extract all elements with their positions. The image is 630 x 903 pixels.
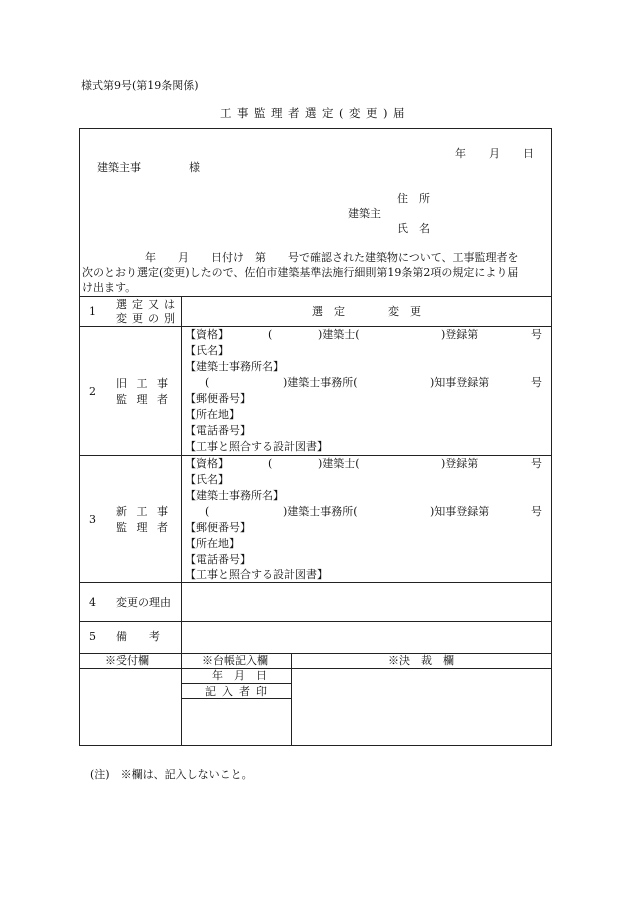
reception-divider: [181, 653, 182, 745]
ledger-column-header: ※台帳記入欄: [202, 654, 268, 667]
section-3-label-a: 新工事: [116, 505, 168, 518]
date-month: 月: [489, 147, 500, 160]
section-1-label-a: 選定又は: [116, 298, 175, 311]
body-text-line1: 年 月 日付け 第 号で確認された建築物について、工事監理者を: [145, 251, 519, 264]
section-4-label: 変更の理由: [116, 596, 171, 609]
registration-go: 号: [531, 328, 542, 341]
postal-code-label: 【郵便番号】: [185, 392, 251, 405]
phone-label: 【電話番号】: [185, 553, 251, 566]
architect-class: )建築士(: [318, 457, 360, 470]
reception-column-header: ※受付欄: [105, 654, 149, 667]
office-type: )建築士事務所(: [283, 505, 358, 518]
ledger-divider: [291, 653, 292, 745]
body-text-line2: 次のとおり選定(変更)したので、佐伯市建築基準法施行細則第19条第2項の規定により届: [82, 266, 519, 279]
addressee-title: 建築主事: [97, 161, 141, 174]
option-change: 変 更: [388, 305, 421, 318]
address-label: 住 所: [397, 192, 430, 205]
date-day: 日: [523, 147, 534, 160]
office-type: )建築士事務所(: [283, 376, 358, 389]
section-4-number: 4: [89, 596, 96, 609]
name-field-label: 【氏名】: [185, 344, 229, 357]
section-1-label-b: 変更の別: [116, 312, 175, 325]
row-divider-4: [79, 582, 552, 583]
section-5-label: 備 考: [116, 630, 160, 643]
section-2-label-a: 旧工事: [116, 377, 168, 390]
name-field-label: 【氏名】: [185, 473, 229, 486]
registration-number: )登録第: [441, 328, 479, 341]
row-divider-7: [79, 668, 552, 669]
postal-code-label: 【郵便番号】: [185, 521, 251, 534]
ledger-date: 年 月 日: [212, 669, 267, 682]
registration-number: )登録第: [441, 457, 479, 470]
registration-go: 号: [531, 457, 542, 470]
decision-column-header: ※決 裁 欄: [388, 654, 454, 667]
name-label: 氏 名: [397, 222, 430, 235]
frame-top: [79, 128, 552, 129]
section-2-label-b: 監理者: [116, 393, 168, 406]
section-3-label-b: 監理者: [116, 521, 168, 534]
section-1-number: 1: [89, 305, 96, 318]
drawings-label: 【工事と照合する設計図書】: [185, 568, 328, 581]
section-5-number: 5: [89, 630, 96, 643]
phone-label: 【電話番号】: [185, 424, 251, 437]
governor-registration: )知事登録第: [430, 376, 490, 389]
office-paren: (: [205, 505, 210, 518]
governor-registration-go: 号: [531, 505, 542, 518]
form-number: 様式第9号(第19条関係): [81, 79, 199, 92]
row-divider-3: [79, 455, 552, 456]
owner-label: 建築主: [348, 207, 381, 220]
qualification-label: 【資格】: [185, 328, 229, 341]
location-label: 【所在地】: [185, 537, 240, 550]
option-select: 選 定: [312, 305, 345, 318]
date-year: 年: [455, 147, 466, 160]
footer-note: (注) ※欄は、記入しないこと。: [90, 768, 253, 781]
location-label: 【所在地】: [185, 408, 240, 421]
qualification-paren: (: [268, 328, 273, 341]
governor-registration-go: 号: [531, 376, 542, 389]
row-divider-5: [79, 621, 552, 622]
document-title: 工事監理者選定(変更)届: [220, 106, 410, 120]
row-divider-6: [79, 653, 552, 654]
section-2-number: 2: [89, 385, 96, 398]
ledger-person-seal: 記入者印: [205, 685, 267, 698]
qualification-paren: (: [268, 457, 273, 470]
office-name-label: 【建築士事務所名】: [185, 360, 284, 373]
label-column-divider: [181, 296, 182, 653]
qualification-label: 【資格】: [185, 457, 229, 470]
body-text-line3: け出ます。: [82, 281, 137, 294]
section-3-number: 3: [89, 513, 96, 526]
frame-bottom: [79, 745, 552, 746]
addressee-suffix: 様: [189, 161, 200, 174]
governor-registration: )知事登録第: [430, 505, 490, 518]
row-divider-2: [79, 326, 552, 327]
architect-class: )建築士(: [318, 328, 360, 341]
office-name-label: 【建築士事務所名】: [185, 489, 284, 502]
office-paren: (: [205, 376, 210, 389]
drawings-label: 【工事と照合する設計図書】: [185, 440, 328, 453]
